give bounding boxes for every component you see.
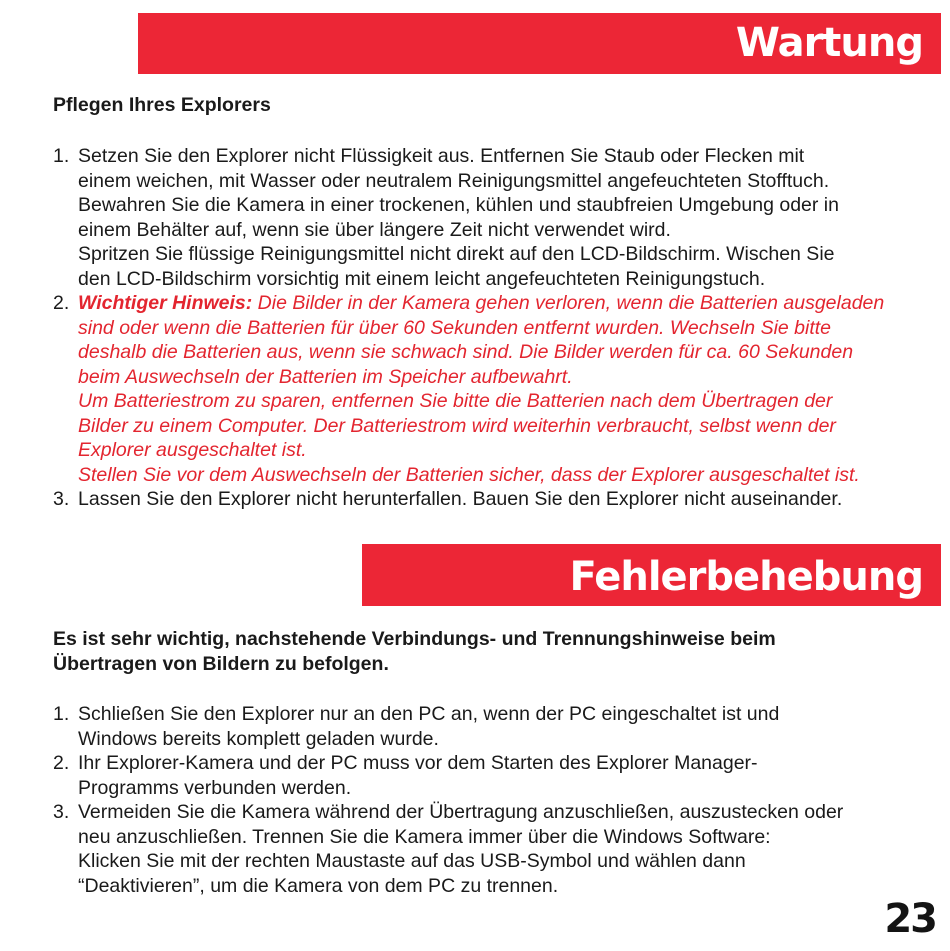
item-line: sind oder wenn die Batterien für über 60 Sekunden entfernt wurden. Wechseln Sie bitte (78, 316, 832, 339)
list-item (53, 800, 933, 898)
item-line: neu anzuschließen. Trennen Sie die Kamera immer über die Windows Software: (78, 825, 771, 848)
warning-first-line (78, 291, 948, 316)
item-line: beim Auswechseln der Batterien im Speicher aufbewahrt. (78, 365, 573, 388)
heading-line: Es ist sehr wichtig, nachstehende Verbindungs- und Trennungshinweise beim (53, 628, 776, 650)
list-item (53, 144, 948, 291)
item-line: Ihr Explorer-Kamera und der PC muss vor dem Starten des Explorer Manager- (78, 752, 758, 774)
banner-title: Wartung (735, 20, 923, 66)
list-item (53, 751, 933, 800)
item-number: 2. (53, 292, 70, 314)
item-line: Vermeiden Sie die Kamera während der Übertragung anzuschließen, auszustecken oder (78, 801, 844, 823)
item-line: Bewahren Sie die Kamera in einer trockenen, kühlen und staubfreien Umgebung oder in (78, 194, 839, 216)
troubleshooting-list (53, 702, 933, 898)
section-heading: Pflegen Ihres Explorers (53, 94, 271, 116)
item-number: 2. (53, 752, 70, 774)
list-item-warning (53, 291, 948, 487)
item-number: 3. (53, 488, 70, 510)
item-number: 1. (53, 145, 70, 167)
item-line: Um Batteriestrom zu sparen, entfernen Sie bitte die Batterien nach dem Übertragen der (78, 390, 833, 412)
item-line: Explorer ausgeschaltet ist. (78, 439, 307, 461)
section-heading (53, 627, 913, 676)
item-line: den LCD-Bildschirm vorsichtig mit einem leicht angefeuchteten Reinigungstuch. (78, 267, 766, 290)
item-line: deshalb die Batterien aus, wenn sie schwach sind. Die Bilder werden für ca. 60 Sekunden (78, 341, 854, 363)
warning-label: Wichtiger Hinweis: (78, 292, 253, 314)
item-line: einem Behälter auf, wenn sie über längere Zeit nicht verwendet wird. (78, 218, 671, 241)
item-line: “Deaktivieren”, um die Kamera von dem PC zu trennen. (78, 874, 559, 897)
item-line: Bilder zu einem Computer. Der Batteriestrom wird weiterhin verbraucht, selbst wenn der (78, 414, 836, 437)
page-number: 23 (884, 896, 936, 942)
list-item (53, 487, 948, 512)
banner-title: Fehlerbehebung (569, 554, 923, 600)
item-line: Windows bereits komplett geladen wurde. (78, 727, 439, 750)
item-line: einem weichen, mit Wasser oder neutralem Reinigungsmittel angefeuchteten Stofftuch. (78, 169, 830, 192)
item-number: 1. (53, 703, 70, 725)
item-line: Klicken Sie mit der rechten Maustaste auf das USB-Symbol und wählen dann (78, 850, 746, 872)
item-line: Schließen Sie den Explorer nur an den PC an, wenn der PC eingeschaltet ist und (78, 703, 780, 725)
item-line: Stellen Sie vor dem Auswechseln der Batterien sicher, dass der Explorer ausgeschaltet ist. (78, 463, 860, 486)
section-banner-fehlerbehebung (362, 544, 941, 606)
item-line: Die Bilder in der Kamera gehen verloren, wenn die Batterien ausgeladen (252, 292, 885, 314)
item-line: Programms verbunden werden. (78, 776, 352, 799)
section-banner-wartung (138, 13, 941, 74)
item-line: Lassen Sie den Explorer nicht herunterfallen. Bauen Sie den Explorer nicht auseinander. (78, 488, 843, 510)
list-item (53, 702, 933, 751)
maintenance-list (53, 144, 948, 512)
item-line: Spritzen Sie flüssige Reinigungsmittel nicht direkt auf den LCD-Bildschirm. Wischen Sie (78, 243, 835, 265)
item-number: 3. (53, 801, 70, 823)
item-line: Setzen Sie den Explorer nicht Flüssigkeit aus. Entfernen Sie Staub oder Flecken mit (78, 145, 805, 167)
heading-line: Übertragen von Bildern zu befolgen. (53, 652, 389, 675)
